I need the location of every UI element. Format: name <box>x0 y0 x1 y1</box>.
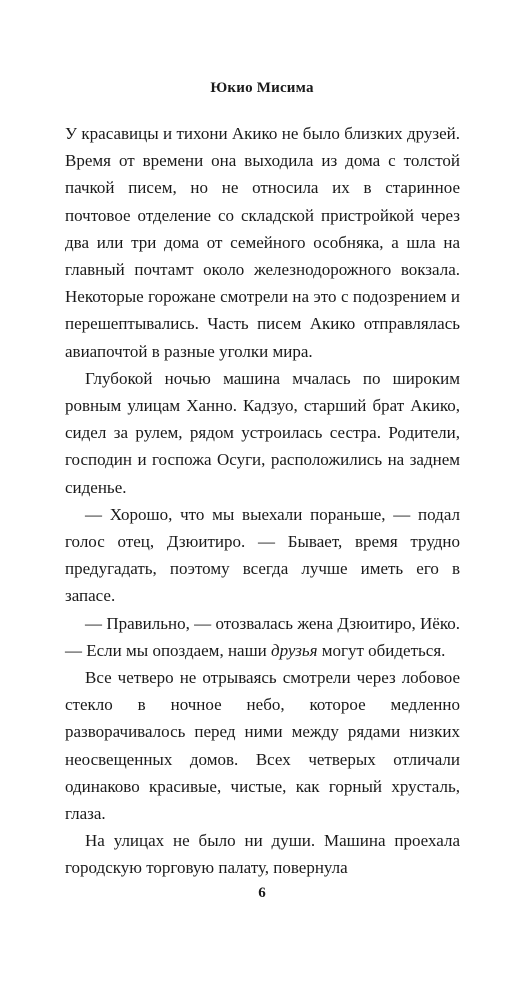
paragraph-4 <box>65 610 460 664</box>
paragraph-3: — Хорошо, что мы выехали пораньше, — подал голос отец, Дзюитиро. — Бывает, время трудно предугадать, поэтому всегда лучше иметь его в запасе. <box>65 504 460 606</box>
running-head: Юкио Мисима <box>210 80 314 96</box>
page-number: 6 <box>258 885 266 901</box>
body-text <box>65 120 460 882</box>
paragraph-2: Глубокой ночью машина мчалась по широким ровным улицам Ханно. Кадзуо, старший брат Акико, сидел за рулем, рядом устроилась сестра. Родители, господин и госпожа Осуги, расположились на заднем сиденье. <box>65 368 460 497</box>
paragraph-1: У красавицы и тихони Акико не было близких друзей. Время от времени она выходила из дома с толстой пачкой писем, но не относила их в старинное почтовое отделение со складской пристройкой через два или три дома от семейного особняка, а шла на главный почтамт около железнодорожного вокзала. Некоторые горожане смотрели на это с подозрением и перешептывались. Часть писем Акико отправлялась авиапочтой в разные уголки мира. <box>65 124 460 361</box>
paragraph-6: На улицах не было ни души. Машина проехала городскую торговую палату, повернула <box>65 831 460 878</box>
paragraph-4-text-after: могут обидеться. <box>317 640 446 660</box>
paragraph-4-text-before: — Правильно, — отозвалась жена Дзюитиро, Иёко. — Если мы опоздаем, наши <box>65 613 460 660</box>
paragraph-5: Все четверо не отрываясь смотрели через лобовое стекло в ночное небо, которое медленно разворачивалось перед ними между рядами низких неосвещенных домов. Всех четверых отличали одинаково красивые, чистые, как горный хрусталь, глаза. <box>65 668 460 824</box>
paragraph-4-italic-word: друзья <box>271 640 318 660</box>
